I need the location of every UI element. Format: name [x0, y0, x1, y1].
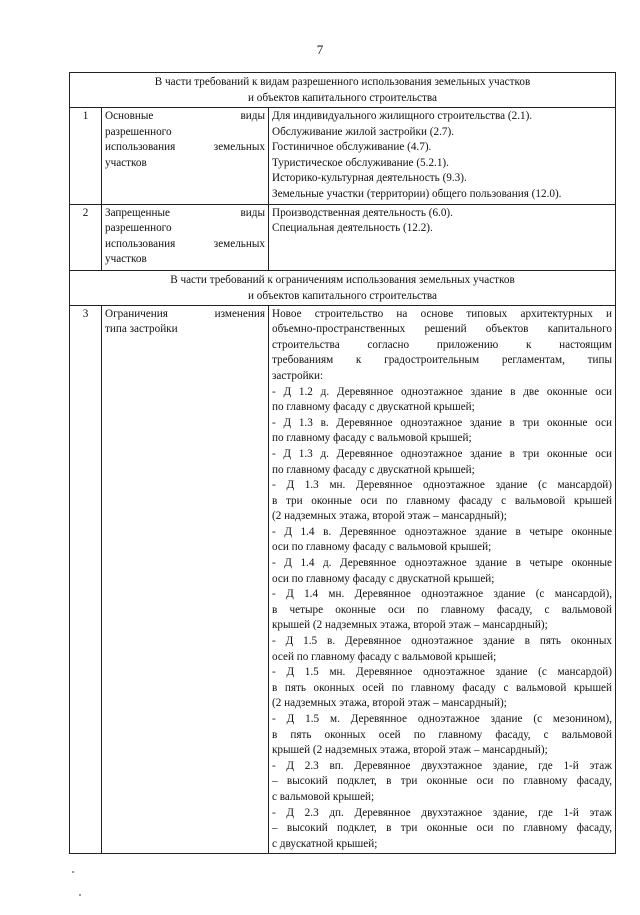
- label-line: участков: [105, 156, 147, 169]
- content-line: застройки:: [272, 369, 324, 382]
- content-line: - Д 1.3 в. Деревянное одноэтажное здание в три оконные оси: [272, 416, 613, 429]
- content-line: Историко-культурная деятельность (9.3).: [272, 172, 467, 185]
- requirements-table: [69, 72, 616, 854]
- label-line: использования земельных: [105, 237, 265, 250]
- row-label: [102, 204, 269, 270]
- content-line: осей по главному фасаду с вальмовой крышей;: [272, 650, 497, 663]
- content-line: объемно-пространственных решений объектов капитального: [272, 323, 613, 336]
- content-line: - Д 1.4 д. Деревянное одноэтажное здание в четыре оконные: [272, 557, 613, 570]
- content-line: оси по главному фасаду с вальмовой крышей;: [272, 541, 492, 554]
- content-line: Туристическое обслуживание (5.2.1).: [272, 156, 449, 169]
- content-line: - Д 1.3 д. Деревянное одноэтажное здание в три оконные оси: [272, 447, 613, 460]
- content-line: с двускатной крышей;: [272, 837, 378, 850]
- content-line: - Д 1.5 м. Деревянное одноэтажное здание (с мезонином),: [272, 713, 613, 725]
- heading-line: В части требований к ограничениям использования земельных участков: [170, 273, 515, 286]
- content-line: - Д 2.3 вп. Деревянное двухэтажное здание, где 1-й этаж: [272, 759, 613, 772]
- content-line: Обслуживание жилой застройки (2.7).: [272, 125, 454, 138]
- content-line: Производственная деятельность (6.0).: [272, 206, 453, 219]
- content-line: по главному фасаду с двускатной крышей;: [272, 463, 475, 476]
- row-number: 3: [70, 305, 102, 854]
- content-line: Гостиничное обслуживание (4.7).: [272, 141, 432, 154]
- content-line: - Д 1.2 д. Деревянное одноэтажное здание в две оконные оси: [272, 385, 613, 398]
- content-line: Специальная деятельность (12.2).: [272, 222, 433, 235]
- content-line: - Д 2.3 дп. Деревянное двухэтажное здание, где 1-й этаж: [272, 806, 613, 819]
- label-line: Ограничения изменения: [105, 307, 265, 320]
- content-line: – высокий подклет, в три оконные оси по главному фасаду,: [272, 775, 613, 788]
- scan-speck: [72, 871, 74, 873]
- content-line: требованиям к градостроительным регламентам, типы: [272, 354, 613, 367]
- heading-line: и объектов капитального строительства: [247, 92, 438, 104]
- table-row: [70, 108, 616, 205]
- row-label: [102, 305, 269, 854]
- label-line: разрешенного: [105, 222, 172, 235]
- content-line: в пять оконных осей по главному фасаду, с вальмовой: [272, 728, 613, 741]
- content-line: по главному фасаду с двускатной крышей;: [272, 401, 475, 414]
- content-line: (2 надземных этажа, второй этаж – мансардный);: [272, 697, 507, 710]
- content-line: в три оконные оси по главному фасаду с вальмовой крышей: [272, 494, 613, 507]
- heading-line: и объектов капитального строительства: [247, 289, 438, 302]
- content-line: Новое строительство на основе типовых архитектурных и: [272, 307, 613, 320]
- row-content: [269, 305, 616, 854]
- page-number: 7: [316, 42, 324, 57]
- row-number: 2: [70, 204, 102, 270]
- row-label: [102, 108, 269, 205]
- label-line: Основные виды: [105, 110, 265, 122]
- content-line: крышей (2 надземных этажа, второй этаж – мансардный);: [272, 744, 548, 757]
- heading-line: В части требований к видам разрешенного использования земельных участков: [154, 76, 531, 88]
- content-line: строительства согласно приложению к настоящим: [272, 338, 613, 351]
- content-line: – высокий подклет, в три оконные оси по главному фасаду,: [272, 822, 613, 835]
- content-line: - Д 1.4 мн. Деревянное одноэтажное здание (с мансардой),: [272, 588, 613, 601]
- content-line: Для индивидуального жилищного строительства (2.1).: [272, 110, 533, 122]
- section-heading-row: [70, 270, 616, 305]
- table-row: [70, 305, 616, 854]
- label-line: разрешенного: [105, 125, 172, 138]
- content-line: - Д 1.4 в. Деревянное одноэтажное здание в четыре оконные: [272, 525, 613, 538]
- scan-speck: [79, 894, 81, 896]
- label-line: типа застройки: [105, 323, 178, 336]
- content-line: оси по главному фасаду с двускатной крышей;: [272, 572, 495, 585]
- row-number: 1: [70, 108, 102, 205]
- content-line: Земельные участки (территории) общего пользования (12.0).: [272, 187, 562, 200]
- content-line: в пять оконных осей по главному фасаду с вальмовой крышей: [272, 681, 613, 694]
- label-line: участков: [105, 253, 147, 266]
- content-line: (2 надземных этажа, второй этаж – мансардный);: [272, 510, 507, 523]
- content-line: крышей (2 надземных этажа, второй этаж – мансардный);: [272, 619, 548, 632]
- label-line: использования земельных: [105, 141, 265, 154]
- row-content: [269, 108, 616, 205]
- section-heading-row: [70, 73, 616, 108]
- content-line: - Д 1.5 мн. Деревянное одноэтажное здание (с мансардой): [272, 666, 613, 679]
- content-line: - Д 1.3 мн. Деревянное одноэтажное здание (с мансардой): [272, 479, 613, 492]
- content-line: - Д 1.5 в. Деревянное одноэтажное здание в пять оконных: [272, 635, 613, 648]
- row-content: [269, 204, 616, 270]
- label-line: Запрещенные виды: [105, 206, 265, 219]
- table-row: [70, 204, 616, 270]
- section-heading-restrictions: [70, 270, 616, 305]
- content-line: в четыре оконные оси по главному фасаду, с вальмовой: [272, 603, 613, 616]
- section-heading-permitted-use: [70, 73, 616, 108]
- content-line: по главному фасаду с вальмовой крышей;: [272, 432, 472, 445]
- content-line: с вальмовой крышей;: [272, 790, 375, 803]
